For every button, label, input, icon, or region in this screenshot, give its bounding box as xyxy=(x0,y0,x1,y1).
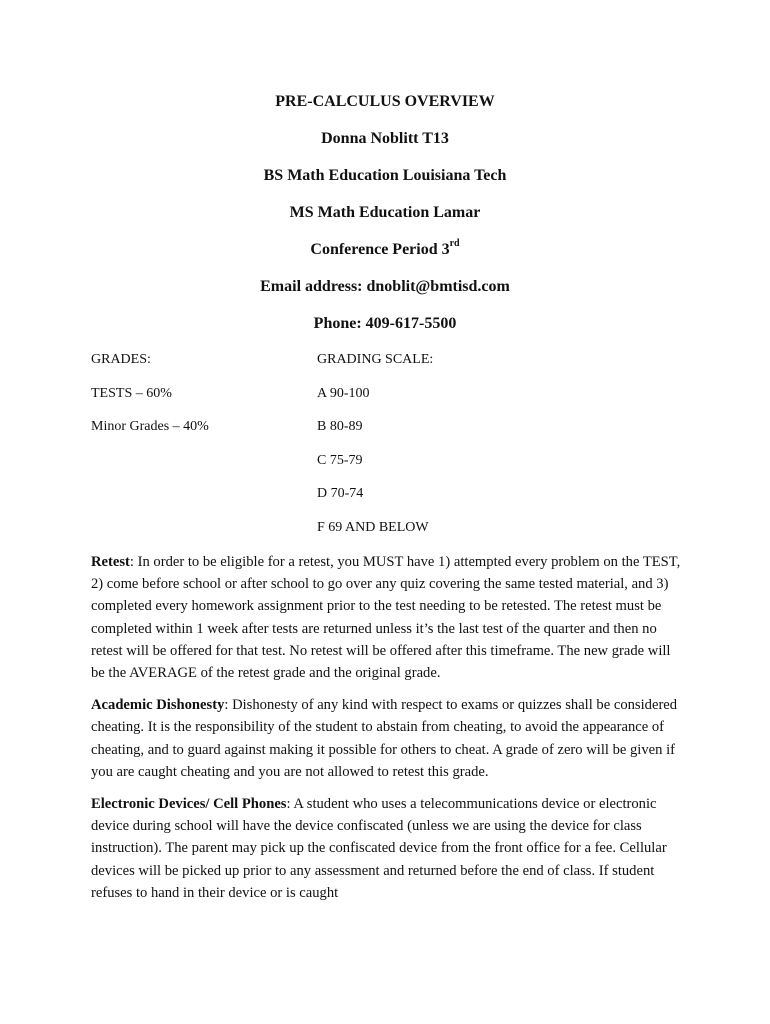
retest-paragraph xyxy=(91,551,681,684)
document-header xyxy=(0,92,770,351)
dishonesty-body: : Dishonesty of any kind with respect to exams or quizzes shall be considered cheating. It is the responsibility of the student to abstain from cheating, to avoid the appearance of cheating, and to guard against making it possible for others to cheat. A grade of zero will be given if you are caught cheating and you are not allowed to retest this grade. xyxy=(91,697,678,780)
dishonesty-heading: Academic Dishonesty xyxy=(91,697,225,714)
conference-period-text: Conference Period 3 xyxy=(310,241,450,258)
retest-body: : In order to be eligible for a retest, you MUST have 1) attempted every problem on the TEST, 2) come before school or after school to go over any quiz covering the same tested material, and 3) completed every homework assignment prior to the test needing to be retested. The retest must be completed within 1 week after tests are returned unless it’s the last test of the quarter and then no retest will be offered for that test. No retest will be offered after this timeframe. The new grade will be the AVERAGE of the retest grade and the original grade. xyxy=(91,554,681,682)
grading-scale-b: B 80-89 xyxy=(317,419,363,435)
devices-paragraph xyxy=(91,793,681,904)
grades-item-tests: TESTS – 60% xyxy=(91,385,172,401)
policies-section xyxy=(91,551,681,914)
grading-scale-a: A 90-100 xyxy=(317,385,370,401)
dishonesty-paragraph xyxy=(91,694,681,783)
retest-heading: Retest xyxy=(91,554,130,570)
grading-scale-f: F 69 AND BELOW xyxy=(317,519,429,535)
devices-body: : A student who uses a telecommunications device or electronic device during school will have the device confiscated (unless we are using the device for class instruction). The parent may pick up the confiscated device from the front office for a fee. Cellular devices will be picked up prior to any assessment and returned before the end of class. If student refuses to hand in their device or is caught xyxy=(91,796,667,901)
grading-scale-d: D 70-74 xyxy=(317,486,364,502)
teacher-name: Donna Noblitt T13 xyxy=(321,130,449,147)
email-address: Email address: dnoblit@bmtisd.com xyxy=(260,278,510,295)
phone-number: Phone: 409-617-5500 xyxy=(313,315,457,332)
grades-item-minor: Minor Grades – 40% xyxy=(91,419,209,435)
devices-heading: Electronic Devices/ Cell Phones xyxy=(91,796,287,813)
ms-degree: MS Math Education Lamar xyxy=(289,204,481,221)
grades-section xyxy=(91,350,291,451)
grading-scale-c: C 75-79 xyxy=(317,452,363,468)
conference-period xyxy=(0,237,770,260)
document-title: PRE-CALCULUS OVERVIEW xyxy=(275,93,495,110)
grading-scale-section xyxy=(317,350,567,552)
grades-heading: GRADES: xyxy=(91,352,151,367)
grading-scale-heading: GRADING SCALE: xyxy=(317,352,434,367)
conference-period-ordinal: rd xyxy=(449,237,460,249)
bs-degree: BS Math Education Louisiana Tech xyxy=(263,167,507,184)
